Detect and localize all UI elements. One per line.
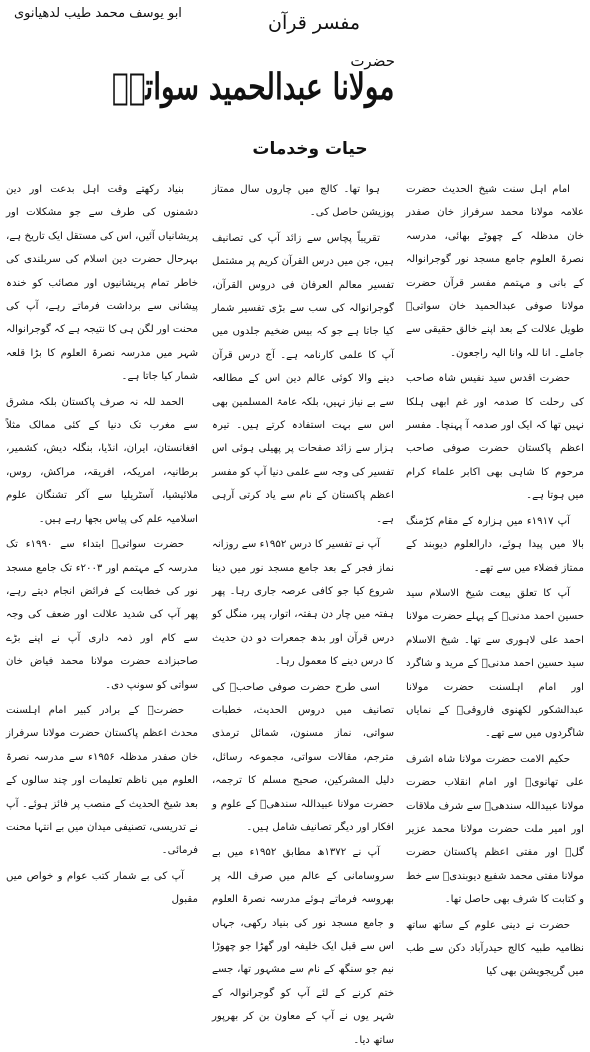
paragraph: تقریباً پچاس سے زائد آپ کی تصانیف ہیں، جن میں درس القرآن کریم پر مشتمل تفسیر معالم العرفان فی دروس القرآن، گوجرانوالہ کی سب سے بڑی تفسیر شمار کیا جاتا ہے جو کہ بیس ضخیم جلدوں میں آپ کا علمی کارنامہ ہے۔ آج درس قرآن دینے والا کوئی عالم دین اس کے مطالعہ سے بے نیاز نہیں، بلکہ عامۃ المسلمین بھی اس سے بہت استفادہ کرتے ہیں۔ تیرہ ہزار سے زائد صفحات پر پھیلی ہوئی اس تفسیر کی وجہ سے علمی دنیا آپ کو مفسر اعظم پاکستان کے نام سے یاد کرتی آرہی ہے۔ bbox=[212, 232, 394, 525]
paragraph: ہوا تھا۔ کالج میں چاروں سال ممتاز پوزیشن حاصل کی۔ bbox=[212, 184, 394, 219]
author-name: ابو یوسف محمد طیب لدھیانوی bbox=[14, 6, 182, 21]
article-header bbox=[0, 0, 590, 175]
paragraph: امام اہل سنت شیخ الحدیث حضرت علامہ مولانا محمد سرفراز خان صفدر خان مدظلہ کے چھوٹے بھائی، مدرسہ نصرۃ العلوم جامع مسجد نور گوجرانوالہ کے بانی و مہتمم مفسر قرآن حضرت مولانا صوفی عبدالحمید خان سواتیؒ طویل علالت کے بعد اپنے خالق حقیقی سے جاملے۔ انا للہ وانا الیہ راجعون۔ bbox=[406, 184, 584, 359]
column-middle bbox=[212, 178, 394, 1046]
paragraph: آپ کی بے شمار کتب عوام و خواص میں مقبول bbox=[6, 870, 198, 906]
paragraph: حضرت نے دینی علوم کے ساتھ ساتھ نظامیہ طبیہ کالج حیدرآباد دکن سے طب میں گریجویشن بھی کیا bbox=[406, 919, 584, 978]
paragraph: بنیاد رکھتے وقت اہل بدعت اور دین دشمنوں کی طرف سے جو مشکلات اور پریشانیاں آئیں، اس کی مستقل ایک تاریخ ہے، بہرحال حضرت دین اسلام کی سربلندی کی خاطر تمام پریشانیوں اور مصائب کو خندہ پیشانی سے برداشت فرماتے رہے، آپ کی محنت اور لگن ہی کا نتیجہ ہے کہ گوجرانوالہ شہر میں مدرسہ نصرۃ العلوم کا بڑا قلعہ شمار کیا جاتا ہے۔ bbox=[6, 184, 198, 383]
column-left bbox=[6, 178, 198, 906]
paragraph: آپ نے ۱۳۷۲ھ مطابق ۱۹۵۲ء میں بے سروسامانی کے عالم میں صرف اللہ پر بھروسہ فرماتے ہوئے مدرسہ نصرۃ العلوم و جامع مسجد نور کی بنیاد رکھی، جہاں اس سے قبل ایک خلیفہ اور گھڑا جو چھوڑا نیم جو سنگھ کے نام سے مشہور تھا، جسے ختم کرنے کے لئے آپ کو گوجرانوالہ کے شہر یوں نے آپ کے معاون بن کر بھرپور ساتھ دیا۔ bbox=[212, 847, 394, 1046]
honorific: حضرت bbox=[350, 52, 395, 70]
paragraph: حضرتؒ کے برادر کبیر امام اہلسنت محدث اعظم پاکستان حضرت مولانا سرفراز خان صفدر مدظلہ ۱۹۵۶ء سے مدرسہ نصرۃ العلوم میں ناظم تعلیمات اور چند سالوں کے بعد شیخ الحدیث کے منصب پر فائز ہوئے۔ آپ نے تدریسی، تصنیفی میدان میں بے انتہا محنت فرمائی۔ bbox=[6, 704, 198, 857]
article-title: مولانا عبدالحمید سواتیؒ bbox=[111, 66, 395, 108]
paragraph: آپ کا تعلق بیعت شیخ الاسلام سید حسین احمد مدنیؒ کے پہلے حضرت مولانا احمد علی لاہوری سے تھا۔ شیخ الاسلام سید حسین احمد مدنیؒ کے مرید و شاگرد اور امام اہلسنت حضرت مولانا عبدالشکور لکھنوی فاروقیؒ کے نمایاں شاگردوں میں سے تھے۔ bbox=[406, 587, 584, 740]
paragraph: الحمد للہ نہ صرف پاکستان بلکہ مشرق سے مغرب تک دنیا کے کئی ممالک مثلاً افغانستان، ایران، انڈیا، بنگلہ دیش، کشمیر، برطانیہ، امریکہ، افریقہ، مراکش، روس، ملائیشیا، آسٹریلیا سے آکر تشنگان علوم اسلامیہ علم کی پیاس بجھا رہے ہیں۔ bbox=[6, 396, 198, 525]
tagline: مفسر قرآن bbox=[268, 12, 361, 34]
paragraph: حکیم الامت حضرت مولانا شاہ اشرف علی تھانویؒ اور امام انقلاب حضرت مولانا عبیداللہ سندھیؒ سے شرف ملاقات اور امیر ملت حضرت مولانا محمد عزیر گلؒ اور مفتی اعظم پاکستان حضرت مولانا مفتی محمد شفیع دیوبندیؒ سے خط و کتابت کا شرف بھی حاصل تھا۔ bbox=[406, 753, 584, 906]
column-right bbox=[406, 178, 584, 978]
article-subtitle: حیات وخدمات bbox=[252, 139, 368, 159]
title-banner bbox=[111, 52, 417, 132]
paragraph: اسی طرح حضرت صوفی صاحبؒ کی تصانیف میں دروس الحدیث، خطبات سواتی، نماز مسنون، شمائل ترمذی مترجم، مقالات سواتی، مجموعہ رسائل، دلیل المشرکین، صحیح مسلم کا ترجمہ، حضرت مولانا عبیداللہ سندھیؒ کے علوم و افکار اور دیگر تصانیف شامل ہیں۔ bbox=[212, 681, 394, 833]
paragraph: حضرت اقدس سید نفیس شاہ صاحب کی رحلت کا صدمہ اور غم ابھی ہلکا نہیں تھا کہ ایک اور صدمہ آ پہنچا۔ مفسر اعظم پاکستان حضرت صوفی صاحب مرحوم کا شاہی بھی اکابر علماء کرام میں ہوتا ہے۔ bbox=[406, 373, 584, 502]
paragraph: حضرت سواتیؒ ابتداء سے ۱۹۹۰ء تک مدرسہ کے مہتمم اور ۲۰۰۳ء تک جامع مسجد نور کی خطابت کے فرائض انجام دیتے رہے، پھر آپ کی شدید علالت اور ضعف کی وجہ سے کام اور ذمہ داری آپ نے اپنے بڑے صاحبزادے حضرت مولانا محمد فیاض خان سواتی کو سونپ دی۔ bbox=[6, 539, 198, 691]
paragraph: آپ ۱۹۱۷ء میں ہزارہ کے مقام کڑمنگ بالا میں پیدا ہوئے، دارالعلوم دیوبند کے ممتاز فضلاء میں سے تھے۔ bbox=[406, 515, 584, 574]
paragraph: آپ نے تفسیر کا درس ۱۹۵۲ء سے روزانہ نماز فجر کے بعد جامع مسجد نور میں دینا شروع کیا جو کافی عرصہ جاری رہا۔ پھر ہفتہ میں چار دن ہفتہ، اتوار، پیر، منگل کو درس قرآن اور بدھ جمعرات دو دن حدیث کا درس دینے کا معمول رہا۔ bbox=[212, 539, 394, 668]
